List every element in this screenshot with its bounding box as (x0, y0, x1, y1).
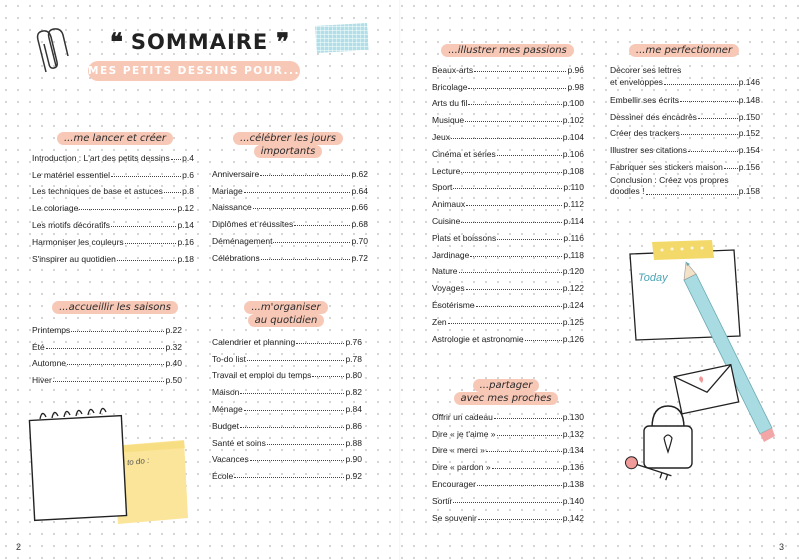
toc-item (432, 276, 584, 293)
toc-item (432, 142, 584, 159)
toc-item (32, 196, 194, 213)
toc-leader-dots (461, 172, 561, 173)
toc-item-title: Voyages (432, 283, 465, 294)
toc-leader-dots (296, 343, 344, 344)
toc-item-title: Le matériel essentiel (32, 169, 110, 180)
notepad-sticky-note-illustration (22, 400, 192, 535)
toc-leader-dots (459, 272, 562, 273)
toc-leader-dots (260, 175, 350, 176)
toc-list-perfectionner (610, 62, 760, 198)
toc-item (212, 229, 368, 246)
toc-item (432, 455, 584, 472)
toc-item-title: To-do list (212, 353, 247, 364)
toc-item-title: Cuisine (432, 215, 461, 226)
toc-item (32, 368, 182, 385)
toc-item-title: Dire « merci » (432, 445, 485, 456)
toc-leader-dots (111, 226, 177, 227)
toc-item (432, 472, 584, 489)
toc-item (432, 108, 584, 125)
toc-item-title: École (212, 471, 234, 482)
toc-item-page: p.98 (567, 81, 584, 92)
toc-list-lancer (32, 146, 194, 264)
toc-item (432, 489, 584, 506)
toc-item-title: Arts du fil (432, 98, 468, 109)
toc-item-title: Dire « pardon » (432, 462, 491, 473)
toc-leader-dots (461, 222, 562, 223)
toc-item-page: p.90 (345, 454, 362, 465)
toc-item (432, 506, 584, 523)
sticky-note-text: to do : (126, 455, 150, 468)
toc-leader-dots (171, 159, 181, 160)
toc-item (32, 180, 194, 197)
toc-item (32, 146, 194, 163)
toc-item-page: p.88 (345, 437, 362, 448)
close-quote: ❞ (276, 27, 290, 56)
toc-item-title: Les motifs décoratifs (32, 219, 110, 230)
toc-leader-dots (250, 460, 345, 461)
toc-leader-dots (240, 393, 344, 394)
toc-leader-dots (79, 209, 176, 210)
book-gutter (399, 0, 401, 560)
section-heading-saisons: ...accueillir les saisons (30, 302, 200, 315)
toc-item-title: Hiver (32, 375, 52, 386)
toc-item-page: p.138 (562, 478, 584, 489)
toc-item (212, 431, 362, 448)
toc-leader-dots (273, 242, 350, 243)
section-heading-organiser: ...m'organiser au quotidien (212, 302, 360, 327)
toc-item (212, 347, 362, 364)
toc-item-title: Déménagement (212, 235, 273, 246)
toc-leader-dots (497, 435, 562, 436)
toc-item (212, 414, 362, 431)
toc-item-page: p.116 (563, 232, 584, 243)
toc-item-page: p.130 (562, 411, 584, 422)
toc-item (432, 125, 584, 142)
toc-leader-dots (244, 410, 345, 411)
toc-item: Illustrer ses citations p.154 (610, 145, 760, 156)
toc-item (212, 212, 368, 229)
toc-item-page: p.64 (351, 185, 368, 196)
toc-item (432, 226, 584, 243)
toc-item-page: p.40 (165, 358, 182, 369)
toc-leader-dots (478, 519, 562, 520)
toc-item-title: Travail et emploi du temps (212, 370, 312, 381)
toc-item-title: Introduction : L'art des petits dessins (32, 152, 170, 163)
toc-item-title: Lecture (432, 165, 461, 176)
toc-item-page: p.78 (345, 353, 362, 364)
washi-tape-decoration (312, 22, 372, 54)
toc-leader-dots (453, 502, 561, 503)
toc-leader-dots (244, 192, 351, 193)
toc-leader-dots (486, 451, 562, 452)
toc-item-page: p.104 (562, 131, 584, 142)
toc-item-title: S'inspirer au quotidien (32, 253, 116, 264)
toc-item-title: Se souvenir (432, 512, 477, 523)
toc-item (432, 260, 584, 277)
toc-item-title: Musique (432, 115, 465, 126)
toc-item: Créer des trackers p.152 (610, 128, 760, 139)
toc-item (212, 448, 362, 465)
toc-item-page: p.16 (177, 236, 194, 247)
toc-item (432, 209, 584, 226)
toc-item-page: p.120 (562, 266, 584, 277)
toc-item (432, 293, 584, 310)
toc-item-title: Jardinage (432, 249, 470, 260)
toc-item: Fabriquer ses stickers maison p.156 (610, 161, 760, 172)
toc-item-page: p.96 (567, 64, 584, 75)
toc-list-celebrer (212, 162, 368, 263)
section-heading-partager: ...partager avec mes proches (432, 380, 580, 405)
toc-item-page: p.125 (562, 316, 584, 327)
toc-item (432, 58, 584, 75)
toc-leader-dots (117, 260, 177, 261)
toc-item-title: Plats et boissons (432, 232, 497, 243)
toc-item (432, 422, 584, 439)
toc-item-title: Diplômes et réussites (212, 219, 294, 230)
toc-item-page: p.6 (182, 169, 194, 180)
toc-item (32, 352, 182, 369)
paperclip-icon (34, 26, 70, 78)
toc-leader-dots (468, 104, 561, 105)
toc-list-partager (432, 405, 584, 523)
page-number-left: 2 (16, 542, 22, 552)
toc-item-title: Nature (432, 266, 458, 277)
toc-item-title: Automne (32, 358, 67, 369)
toc-item-title: Beaux-arts (432, 64, 474, 75)
toc-item-page: p.80 (345, 370, 362, 381)
toc-item-page: p.12 (177, 203, 194, 214)
toc-leader-dots (525, 340, 562, 341)
toc-item-page: p.22 (165, 324, 182, 335)
toc-leader-dots (234, 477, 344, 478)
toc-list-passions (432, 58, 584, 344)
toc-leader-dots (294, 225, 350, 226)
toc-item (32, 335, 182, 352)
toc-item (212, 196, 368, 213)
toc-leader-dots (453, 188, 562, 189)
toc-item-title: Santé et soins (212, 437, 266, 448)
toc-item-page: p.108 (562, 165, 584, 176)
toc-leader-dots (468, 88, 566, 89)
toc-leader-dots (492, 468, 562, 469)
toc-leader-dots (451, 138, 562, 139)
toc-item-title: Harmoniser les couleurs (32, 236, 124, 247)
toc-item-title: Jeux (432, 131, 450, 142)
toc-item (212, 246, 368, 263)
toc-leader-dots (67, 364, 164, 365)
toc-item-page: p.68 (351, 219, 368, 230)
toc-leader-dots (240, 427, 345, 428)
toc-item (32, 163, 194, 180)
toc-item-title: Anniversaire (212, 168, 260, 179)
section-heading-lancer: ...me lancer et créer (30, 133, 200, 146)
toc-leader-dots (71, 331, 164, 332)
toc-item-page: p.132 (562, 428, 584, 439)
toc-item-page: p.8 (182, 186, 194, 197)
toc-leader-dots (465, 121, 562, 122)
toc-item (432, 92, 584, 109)
toc-item-page: p.32 (165, 341, 182, 352)
toc-item-title: Ménage (212, 403, 243, 414)
toc-leader-dots (497, 239, 562, 240)
toc-item-page: p.66 (351, 202, 368, 213)
toc-item-title: Bricolage (432, 81, 468, 92)
toc-item-page: p.62 (351, 168, 368, 179)
toc-item-page: p.76 (345, 336, 362, 347)
toc-leader-dots (267, 444, 345, 445)
toc-item (32, 230, 194, 247)
toc-item (212, 380, 362, 397)
toc-item (212, 364, 362, 381)
toc-item: Dessiner des encadrés p.150 (610, 111, 760, 122)
toc-item (432, 192, 584, 209)
toc-leader-dots (476, 306, 562, 307)
toc-item-title: Les techniques de base et astuces (32, 186, 163, 197)
toc-item-title: Été (32, 341, 45, 352)
today-note-pencil-illustration (600, 232, 790, 532)
subtitle-banner: MES PETITS DESSINS POUR... (88, 61, 300, 81)
toc-leader-dots (466, 205, 562, 206)
today-note-text: Today (638, 272, 668, 284)
toc-item (432, 405, 584, 422)
toc-item-title: Naissance (212, 202, 252, 213)
toc-leader-dots (46, 348, 165, 349)
toc-leader-dots (474, 71, 566, 72)
toc-item (432, 439, 584, 456)
toc-item (432, 176, 584, 193)
toc-item-page: p.140 (562, 495, 584, 506)
toc-item-page: p.106 (562, 148, 584, 159)
toc-list-saisons (32, 318, 182, 385)
section-heading-celebrer: ...célébrer les jours importants (208, 133, 368, 158)
toc-leader-dots (470, 256, 562, 257)
toc-item (432, 310, 584, 327)
toc-item (212, 162, 368, 179)
toc-item-page: p.100 (562, 98, 584, 109)
toc-list-organiser (212, 330, 362, 481)
toc-item-page: p.18 (177, 253, 194, 264)
toc-item-title: Sport (432, 182, 453, 193)
toc-leader-dots (312, 376, 344, 377)
toc-item-title: Dire « je t'aime » (432, 428, 496, 439)
toc-item-page: p.110 (563, 182, 584, 193)
section-heading-passions: ...illustrer mes passions (430, 45, 585, 58)
toc-item-page: p.134 (562, 445, 584, 456)
title-row (110, 27, 290, 56)
toc-item (432, 75, 584, 92)
toc-item-title: Ésotérisme (432, 299, 475, 310)
toc-item: Embellir ses écrits p.148 (610, 94, 760, 105)
open-quote: ❝ (110, 27, 123, 56)
toc-leader-dots (125, 243, 177, 244)
toc-item (32, 213, 194, 230)
toc-item-page: p.114 (563, 215, 584, 226)
toc-item-title: Encourager (432, 478, 476, 489)
toc-item (432, 159, 584, 176)
toc-item-title: Maison (212, 387, 240, 398)
toc-item-title: Astrologie et astronomie (432, 333, 524, 344)
toc-item-page: p.112 (563, 199, 584, 210)
toc-item-page: p.102 (562, 115, 584, 126)
toc-leader-dots (477, 485, 562, 486)
toc-item-page: p.14 (177, 219, 194, 230)
toc-item-title: Offrir un cadeau (432, 411, 493, 422)
toc-leader-dots (247, 360, 344, 361)
toc-item-page: p.136 (562, 462, 584, 473)
toc-item-title: Célébrations (212, 252, 260, 263)
toc-leader-dots (53, 381, 165, 382)
toc-leader-dots (261, 259, 351, 260)
toc-leader-dots (164, 192, 181, 193)
page-number-right: 3 (778, 542, 784, 552)
toc-item (212, 397, 362, 414)
toc-item-page: p.86 (345, 420, 362, 431)
toc-item-title: Budget (212, 420, 239, 431)
toc-leader-dots (497, 155, 562, 156)
toc-leader-dots (448, 323, 562, 324)
toc-leader-dots (466, 289, 562, 290)
toc-item: Décorer ses lettres et enveloppes p.146 (610, 65, 760, 87)
toc-leader-dots (253, 208, 351, 209)
toc-item (212, 464, 362, 481)
toc-item-page: p.126 (562, 333, 584, 344)
toc-item-page: p.92 (345, 471, 362, 482)
toc-item (432, 243, 584, 260)
toc-item-title: Vacances (212, 454, 249, 465)
toc-item (32, 247, 194, 264)
toc-item-page: p.70 (351, 235, 368, 246)
toc-item-page: p.4 (182, 152, 194, 163)
toc-leader-dots (111, 176, 181, 177)
toc-item-page: p.118 (563, 249, 584, 260)
toc-item (212, 330, 362, 347)
toc-item (32, 318, 182, 335)
toc-item-title: Le coloriage (32, 203, 79, 214)
section-heading-perfectionner: ...me perfectionner (608, 45, 760, 58)
toc-item-page: p.142 (562, 512, 584, 523)
toc-item-title: Calendrier et planning (212, 336, 296, 347)
toc-item-page: p.122 (562, 283, 584, 294)
toc-item-title: Animaux (432, 199, 466, 210)
toc-item-title: Printemps (32, 324, 71, 335)
toc-item-page: p.82 (345, 387, 362, 398)
toc-item-page: p.50 (165, 375, 182, 386)
toc-item-title: Cinéma et séries (432, 148, 496, 159)
toc-item: Conclusion : Créez vos propres doodles ! p.158 (610, 174, 760, 197)
toc-item-title: Zen (432, 316, 447, 327)
toc-item-page: p.124 (562, 299, 584, 310)
toc-leader-dots (494, 418, 562, 419)
toc-item (212, 179, 368, 196)
toc-item-title: Mariage (212, 185, 243, 196)
toc-item-page: p.72 (351, 252, 368, 263)
page-title: SOMMAIRE (130, 30, 269, 54)
toc-item-page: p.84 (345, 403, 362, 414)
toc-item (432, 327, 584, 344)
toc-item-title: Sortir (432, 495, 453, 506)
